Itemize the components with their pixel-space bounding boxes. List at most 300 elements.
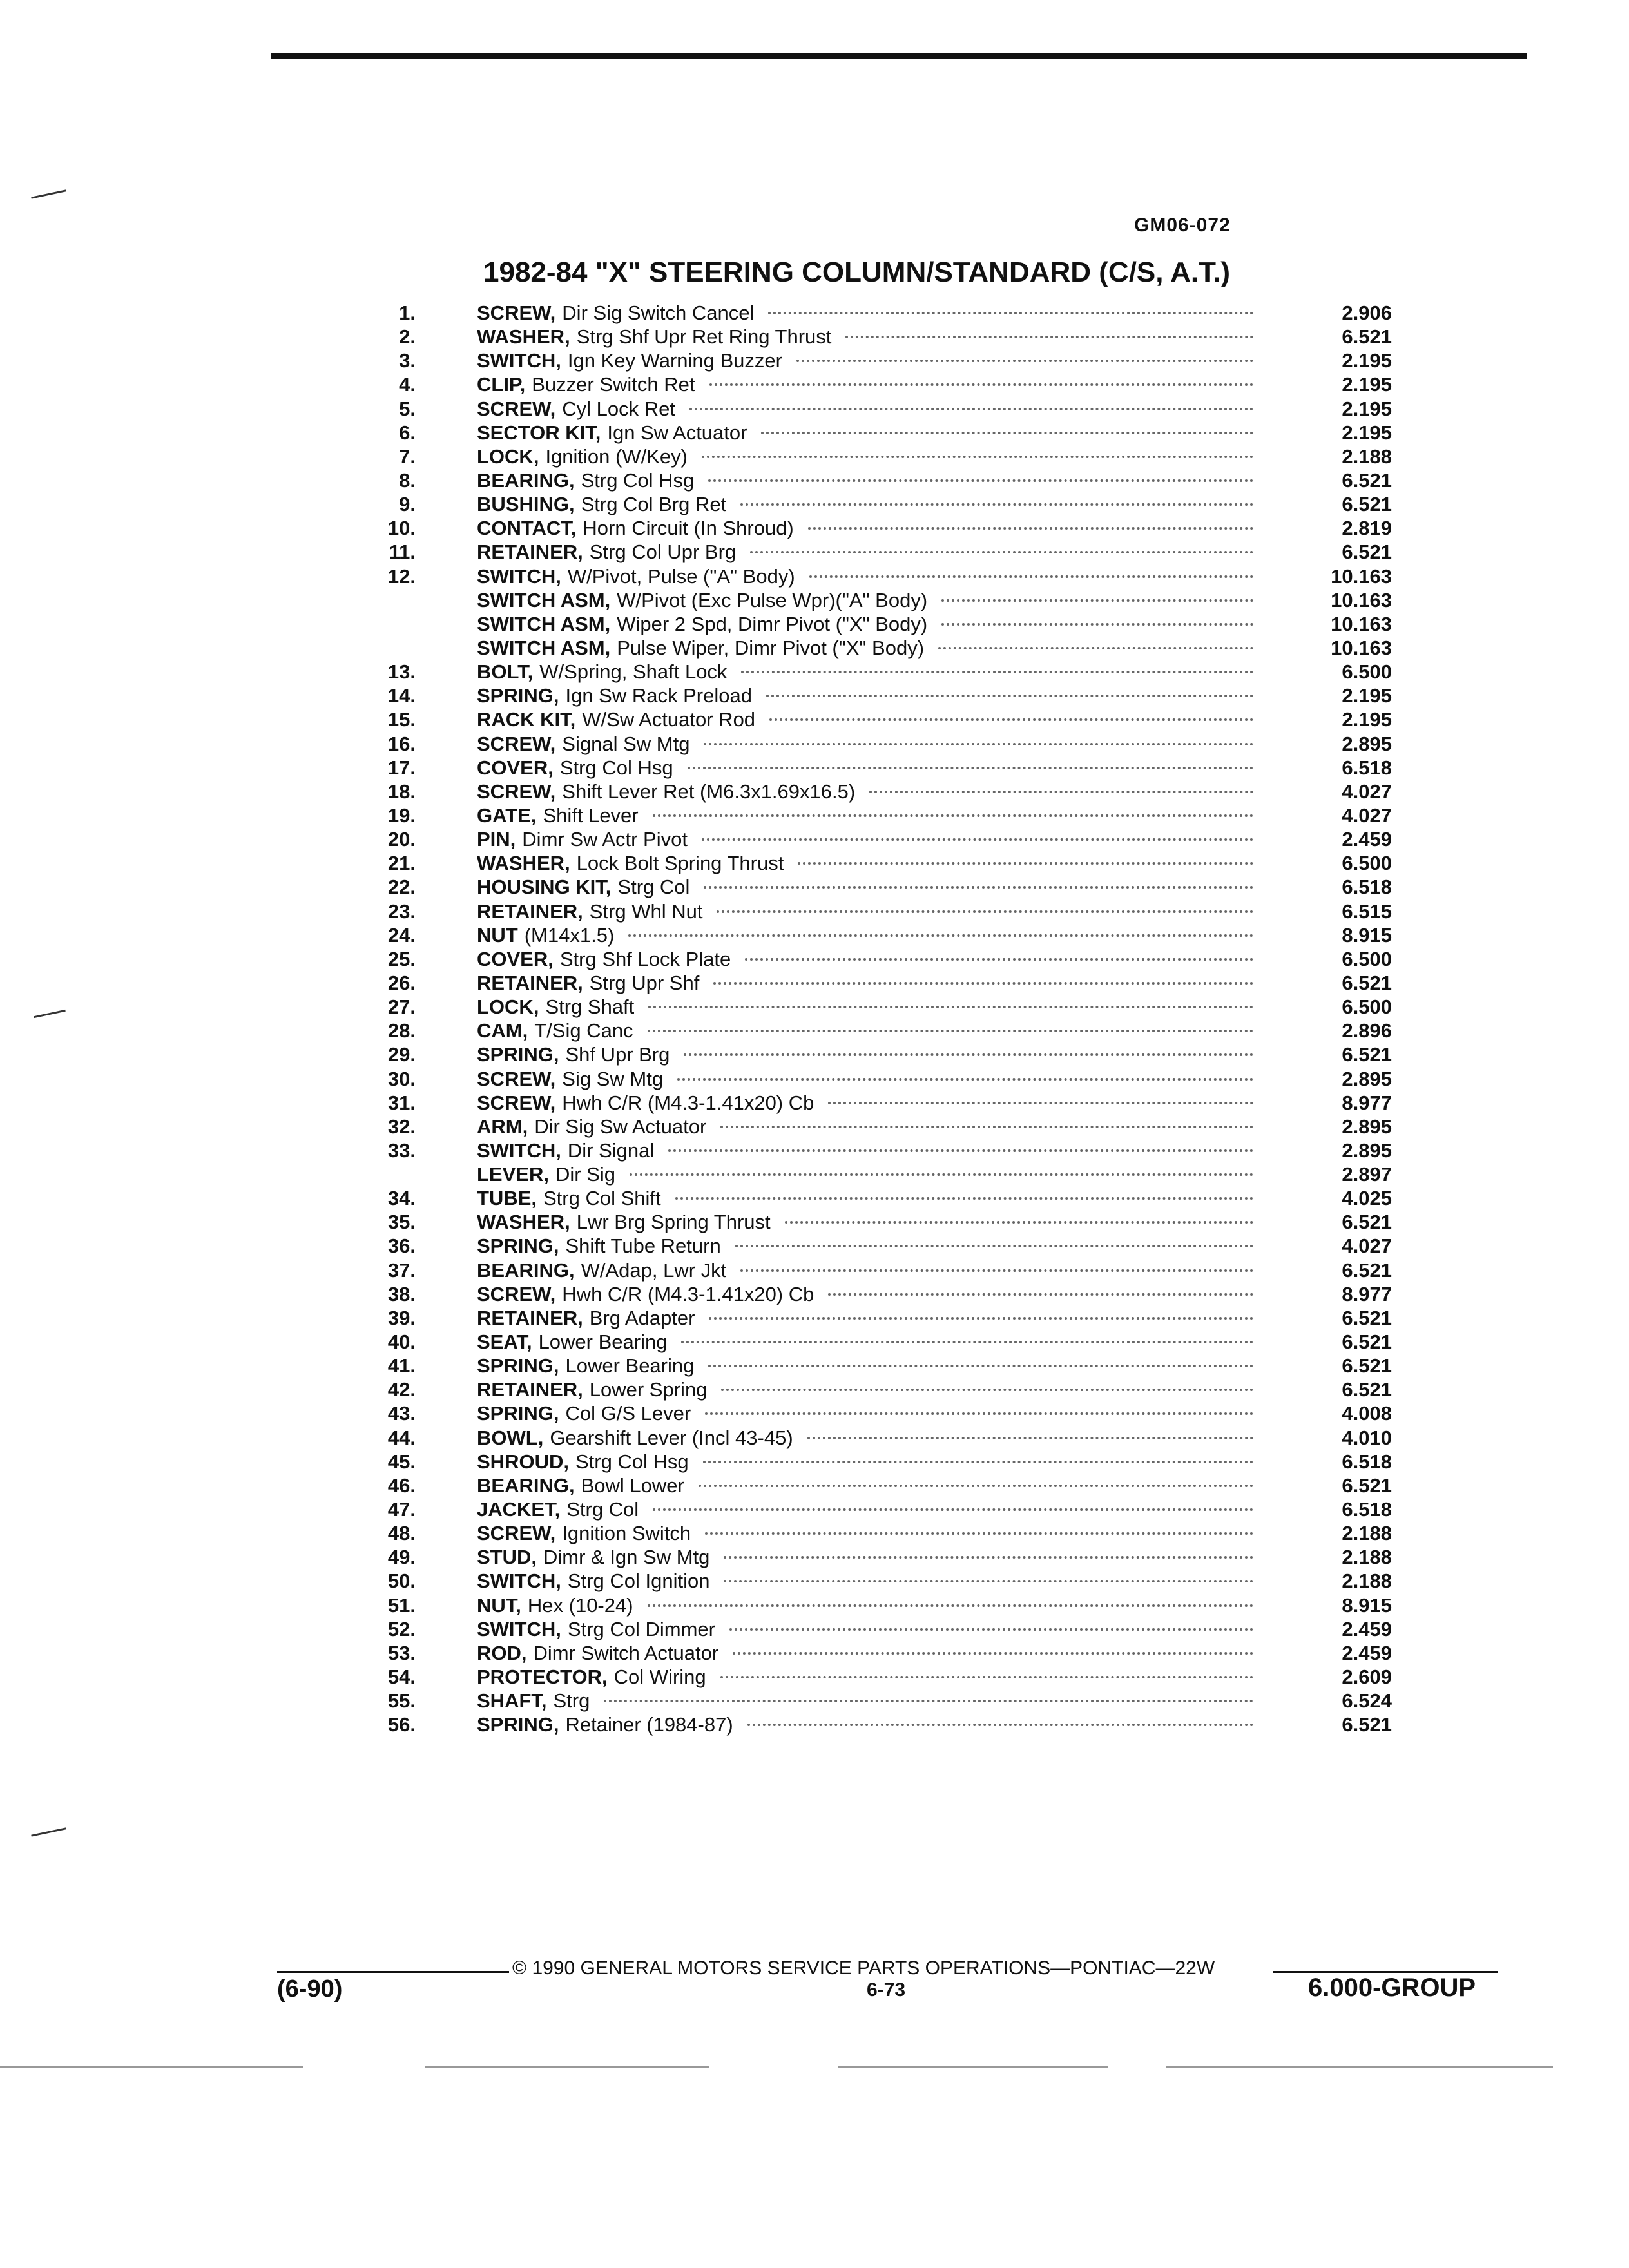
part-number: 49. xyxy=(387,1546,416,1569)
group-code: 4.008 xyxy=(1342,1402,1392,1425)
parts-list xyxy=(361,302,1392,1737)
leader-dots xyxy=(809,575,1253,578)
part-description: Hwh C/R (M4.3-1.41x20) Cb xyxy=(562,1091,815,1114)
part-row xyxy=(361,756,1392,780)
leader-dots xyxy=(785,1221,1253,1224)
part-number: 52. xyxy=(387,1617,416,1640)
leader-dots xyxy=(720,1126,1253,1128)
leader-dots xyxy=(941,623,1253,626)
part-name: SPRING, xyxy=(477,1402,559,1425)
group-code: 2.459 xyxy=(1342,1617,1392,1640)
part-number: 11. xyxy=(389,541,416,564)
part-number: 56. xyxy=(387,1713,416,1736)
leader-dots xyxy=(704,886,1253,889)
part-number: 48. xyxy=(387,1522,416,1545)
part-row xyxy=(361,1283,1392,1307)
part-number: 44. xyxy=(387,1426,416,1449)
part-number: 43. xyxy=(387,1402,416,1425)
part-number: 39. xyxy=(387,1306,416,1329)
part-name: LOCK, xyxy=(477,995,539,1019)
part-name: RETAINER, xyxy=(477,899,583,923)
part-description: Brg Adapter xyxy=(589,1306,695,1329)
part-name: SCREW, xyxy=(477,780,556,803)
leader-dots xyxy=(689,408,1253,410)
group-code: 2.609 xyxy=(1342,1666,1392,1689)
part-description: Ign Key Warning Buzzer xyxy=(567,349,782,372)
group-code: 2.188 xyxy=(1342,1570,1392,1593)
part-number: 35. xyxy=(387,1211,416,1234)
leader-dots xyxy=(724,1556,1253,1559)
part-name: RACK KIT, xyxy=(477,708,576,731)
part-row xyxy=(361,780,1392,804)
group-code: 6.521 xyxy=(1342,1474,1392,1497)
group-code: 8.915 xyxy=(1342,1593,1392,1617)
part-row xyxy=(361,660,1392,684)
part-description: Shift Lever Ret (M6.3x1.69x16.5) xyxy=(562,780,856,803)
part-row xyxy=(361,325,1392,349)
group-code: 6.518 xyxy=(1342,1498,1392,1521)
part-name: SECTOR KIT, xyxy=(477,421,601,444)
part-description: Shift Lever xyxy=(543,803,639,827)
part-description: W/Pivot (Exc Pulse Wpr)("A" Body) xyxy=(617,588,928,611)
part-row xyxy=(361,517,1392,541)
group-code: 6.521 xyxy=(1342,1378,1392,1401)
part-description: Ignition (W/Key) xyxy=(545,445,688,468)
group-code: 2.188 xyxy=(1342,445,1392,468)
leader-dots xyxy=(938,647,1253,649)
group-code: 6.515 xyxy=(1342,899,1392,923)
part-row xyxy=(361,1139,1392,1163)
group-code: 2.459 xyxy=(1342,1641,1392,1664)
leader-dots xyxy=(798,862,1253,865)
part-description: Dimr & Ign Sw Mtg xyxy=(543,1546,710,1569)
group-code: 4.027 xyxy=(1342,1235,1392,1258)
part-name: SPRING, xyxy=(477,1043,559,1066)
part-description: Bowl Lower xyxy=(581,1474,684,1497)
part-row xyxy=(361,852,1392,876)
part-row xyxy=(361,421,1392,445)
group-code: 6.521 xyxy=(1342,1258,1392,1282)
part-name: WASHER, xyxy=(477,852,570,875)
group-code: 2.195 xyxy=(1342,684,1392,707)
part-row xyxy=(361,1331,1392,1354)
leader-dots xyxy=(688,767,1253,769)
part-description: Col Wiring xyxy=(613,1666,706,1689)
part-row xyxy=(361,948,1392,972)
group-code: 6.500 xyxy=(1342,995,1392,1019)
part-description: Strg Col Hsg xyxy=(575,1450,689,1473)
part-row xyxy=(361,1594,1392,1618)
group-code: 6.521 xyxy=(1342,468,1392,492)
part-number: 2. xyxy=(399,325,416,349)
part-row xyxy=(361,1019,1392,1043)
part-row xyxy=(361,565,1392,589)
part-number: 27. xyxy=(387,995,416,1019)
leader-dots xyxy=(713,982,1253,985)
part-row xyxy=(361,1666,1392,1689)
leader-dots xyxy=(708,1365,1253,1367)
group-code: 4.010 xyxy=(1342,1426,1392,1449)
part-row xyxy=(361,445,1392,469)
part-row xyxy=(361,1427,1392,1450)
group-code: 2.188 xyxy=(1342,1522,1392,1545)
group-code: 6.521 xyxy=(1342,493,1392,516)
part-description: Sig Sw Mtg xyxy=(562,1067,664,1090)
leader-dots xyxy=(808,527,1253,530)
part-name: CAM, xyxy=(477,1019,528,1043)
part-description: Lock Bolt Spring Thrust xyxy=(576,852,784,875)
part-description: Hex (10-24) xyxy=(527,1593,633,1617)
part-name: SPRING, xyxy=(477,1354,559,1378)
part-number: 40. xyxy=(387,1331,416,1354)
part-name: SPRING, xyxy=(477,1235,559,1258)
part-number: 18. xyxy=(387,780,416,803)
part-description: W/Adap, Lwr Jkt xyxy=(581,1258,727,1282)
part-name: ROD, xyxy=(477,1641,527,1664)
part-number: 26. xyxy=(387,971,416,994)
part-number: 38. xyxy=(387,1282,416,1305)
part-name: RETAINER, xyxy=(477,1306,583,1329)
leader-dots xyxy=(807,1437,1253,1439)
part-description: Dir Sig Switch Cancel xyxy=(562,302,755,324)
leader-dots xyxy=(828,1102,1253,1104)
group-code: 6.500 xyxy=(1342,852,1392,875)
group-code: 6.521 xyxy=(1342,1331,1392,1354)
part-name: JACKET, xyxy=(477,1498,561,1521)
part-number: 5. xyxy=(399,397,416,420)
group-code: 2.896 xyxy=(1342,1019,1392,1043)
bottom-rule xyxy=(425,2066,709,2068)
part-row xyxy=(361,1402,1392,1426)
part-name: TUBE, xyxy=(477,1187,537,1210)
part-row xyxy=(361,1450,1392,1474)
leader-dots xyxy=(703,1461,1253,1463)
bottom-rule xyxy=(838,2066,1108,2068)
part-description: Strg Upr Shf xyxy=(589,971,700,994)
part-number: 51. xyxy=(387,1593,416,1617)
part-row xyxy=(361,876,1392,899)
part-number: 41. xyxy=(387,1354,416,1378)
group-code: 2.895 xyxy=(1342,1139,1392,1162)
part-name: COVER, xyxy=(477,947,554,970)
leader-dots xyxy=(648,1006,1253,1008)
leader-dots xyxy=(741,671,1253,673)
part-description: Strg Col Hsg xyxy=(581,468,695,492)
part-description: Wiper 2 Spd, Dimr Pivot ("X" Body) xyxy=(617,612,928,635)
part-name: ARM, xyxy=(477,1115,528,1138)
top-rule xyxy=(271,53,1527,59)
part-name: SWITCH ASM, xyxy=(477,612,611,635)
page-number: 6-73 xyxy=(867,1979,906,2001)
part-name: RETAINER, xyxy=(477,971,583,994)
part-row xyxy=(361,302,1392,325)
part-row xyxy=(361,1068,1392,1091)
leader-dots xyxy=(630,1173,1253,1176)
part-description: Dir Signal xyxy=(567,1139,655,1162)
group-code: 6.518 xyxy=(1342,1450,1392,1473)
group-code: 6.518 xyxy=(1342,756,1392,779)
part-number: 7. xyxy=(399,445,416,468)
footer-rule xyxy=(1273,1971,1498,1973)
part-name: SCREW, xyxy=(477,397,556,420)
part-description: Strg Shf Lock Plate xyxy=(559,947,731,970)
part-description: Dir Sig xyxy=(555,1163,615,1186)
group-code: 2.895 xyxy=(1342,1067,1392,1090)
part-name: SCREW, xyxy=(477,1522,556,1545)
group-code: 6.521 xyxy=(1342,1211,1392,1234)
part-number: 20. xyxy=(387,828,416,851)
group-code: 2.895 xyxy=(1342,1115,1392,1138)
group-code: 6.524 xyxy=(1342,1689,1392,1713)
part-row xyxy=(361,900,1392,924)
part-description: Strg Col Dimmer xyxy=(567,1617,715,1640)
group-code: 6.521 xyxy=(1342,541,1392,564)
part-number: 4. xyxy=(399,373,416,396)
part-description: Hwh C/R (M4.3-1.41x20) Cb xyxy=(562,1282,815,1305)
part-name: BEARING, xyxy=(477,1474,575,1497)
leader-dots xyxy=(702,838,1253,841)
leader-dots xyxy=(702,456,1253,458)
page-title: 1982-84 "X" STEERING COLUMN/STANDARD (C/S, A.T.) xyxy=(483,256,1230,288)
leader-dots xyxy=(828,1293,1253,1296)
leader-dots xyxy=(720,1676,1253,1678)
leader-dots xyxy=(745,958,1253,961)
part-name: BUSHING, xyxy=(477,493,575,516)
part-number: 36. xyxy=(387,1235,416,1258)
part-name: STUD, xyxy=(477,1546,537,1569)
part-number: 8. xyxy=(399,468,416,492)
part-row xyxy=(361,1187,1392,1211)
bottom-rule xyxy=(1166,2066,1553,2068)
leader-dots xyxy=(709,1317,1253,1320)
part-number: 42. xyxy=(387,1378,416,1401)
part-row xyxy=(361,1115,1392,1139)
part-row xyxy=(361,637,1392,660)
part-description: W/Spring, Shaft Lock xyxy=(539,660,728,684)
leader-dots xyxy=(733,1652,1253,1655)
part-row xyxy=(361,1642,1392,1666)
part-row xyxy=(361,373,1392,397)
part-row xyxy=(361,493,1392,517)
part-number: 22. xyxy=(387,876,416,899)
part-description: Dimr Switch Actuator xyxy=(533,1641,719,1664)
part-description: Lwr Brg Spring Thrust xyxy=(576,1211,771,1234)
part-row xyxy=(361,1474,1392,1498)
part-description: Lower Bearing xyxy=(538,1331,668,1354)
group-code: 8.977 xyxy=(1342,1282,1392,1305)
part-description: Buzzer Switch Ret xyxy=(532,373,695,396)
part-name: SHAFT, xyxy=(477,1689,547,1713)
part-name: GATE, xyxy=(477,803,537,827)
part-description: Ign Sw Actuator xyxy=(607,421,747,444)
group-code: 8.915 xyxy=(1342,923,1392,947)
group-code: 10.163 xyxy=(1331,612,1392,635)
part-name: NUT, xyxy=(477,1593,521,1617)
part-description: T/Sig Canc xyxy=(534,1019,633,1043)
part-description: Strg Col Brg Ret xyxy=(581,493,727,516)
part-number: 32. xyxy=(387,1115,416,1138)
leader-dots xyxy=(675,1197,1253,1200)
footer-copyright: © 1990 GENERAL MOTORS SERVICE PARTS OPERATIONS—PONTIAC—22W xyxy=(512,1957,1215,1979)
leader-dots xyxy=(677,1078,1253,1081)
part-name: PIN, xyxy=(477,828,516,851)
part-name: SWITCH ASM, xyxy=(477,588,611,611)
group-code: 10.163 xyxy=(1331,636,1392,659)
part-number: 23. xyxy=(387,899,416,923)
group-code: 10.163 xyxy=(1331,588,1392,611)
leader-dots xyxy=(648,1604,1253,1607)
part-description: Shf Upr Brg xyxy=(565,1043,670,1066)
leader-dots xyxy=(729,1628,1253,1631)
part-description: Col G/S Lever xyxy=(565,1402,691,1425)
part-row xyxy=(361,469,1392,493)
footer-rule xyxy=(277,1971,509,1973)
part-name: WASHER, xyxy=(477,325,570,349)
leader-dots xyxy=(653,1508,1253,1511)
part-number: 50. xyxy=(387,1570,416,1593)
part-name: COVER, xyxy=(477,756,554,779)
leader-dots xyxy=(845,336,1253,338)
part-name: CLIP, xyxy=(477,373,526,396)
part-description: Strg Whl Nut xyxy=(589,899,703,923)
part-number: 13. xyxy=(387,660,416,684)
part-name: SWITCH, xyxy=(477,564,561,588)
part-number: 10. xyxy=(387,517,416,540)
part-number: 31. xyxy=(387,1091,416,1114)
group-code: 6.521 xyxy=(1342,1306,1392,1329)
part-number: 34. xyxy=(387,1187,416,1210)
part-description: Dir Sig Sw Actuator xyxy=(534,1115,707,1138)
part-row xyxy=(361,733,1392,756)
part-name: SWITCH ASM, xyxy=(477,636,611,659)
leader-dots xyxy=(604,1700,1253,1702)
part-row xyxy=(361,1498,1392,1522)
footer-date: (6-90) xyxy=(277,1975,343,2003)
leader-dots xyxy=(735,1245,1253,1247)
part-number: 28. xyxy=(387,1019,416,1043)
footer-group: 6.000-GROUP xyxy=(1308,1974,1476,2002)
part-row xyxy=(361,708,1392,732)
part-name: SCREW, xyxy=(477,302,556,324)
part-number: 21. xyxy=(387,852,416,875)
leader-dots xyxy=(869,791,1253,793)
part-name: HOUSING KIT, xyxy=(477,876,612,899)
part-row xyxy=(361,924,1392,948)
leader-dots xyxy=(740,503,1253,506)
part-name: LOCK, xyxy=(477,445,539,468)
part-description: Cyl Lock Ret xyxy=(562,397,676,420)
part-row xyxy=(361,589,1392,613)
part-description: Strg Col Hsg xyxy=(559,756,673,779)
part-row xyxy=(361,1354,1392,1378)
leader-dots xyxy=(628,934,1253,937)
part-name: SWITCH, xyxy=(477,1570,561,1593)
part-number: 25. xyxy=(387,947,416,970)
part-number: 16. xyxy=(387,732,416,755)
part-row xyxy=(361,541,1392,564)
part-row xyxy=(361,1091,1392,1115)
group-code: 2.906 xyxy=(1342,302,1392,324)
part-description: Gearshift Lever (Incl 43-45) xyxy=(550,1426,793,1449)
group-code: 2.897 xyxy=(1342,1163,1392,1186)
part-row xyxy=(361,1259,1392,1283)
part-description: Strg xyxy=(553,1689,590,1713)
group-code: 6.518 xyxy=(1342,876,1392,899)
part-row xyxy=(361,1522,1392,1546)
part-row xyxy=(361,828,1392,852)
group-code: 2.188 xyxy=(1342,1546,1392,1569)
part-description: Strg Col Ignition xyxy=(567,1570,710,1593)
part-row xyxy=(361,1689,1392,1713)
part-name: SWITCH, xyxy=(477,349,561,372)
part-description: Strg Col xyxy=(617,876,690,899)
part-number: 24. xyxy=(387,923,416,947)
part-row xyxy=(361,1618,1392,1642)
group-code: 6.500 xyxy=(1342,947,1392,970)
part-row xyxy=(361,613,1392,637)
part-name: RETAINER, xyxy=(477,1378,583,1401)
leader-dots xyxy=(699,1485,1253,1487)
leader-dots xyxy=(796,360,1253,362)
part-description: Ign Sw Rack Preload xyxy=(565,684,752,707)
leader-dots xyxy=(750,551,1253,553)
group-code: 6.521 xyxy=(1342,971,1392,994)
leader-dots xyxy=(668,1149,1253,1152)
part-description: Ignition Switch xyxy=(562,1522,691,1545)
part-name: SCREW, xyxy=(477,732,556,755)
part-number: 46. xyxy=(387,1474,416,1497)
leader-dots xyxy=(709,383,1254,386)
group-code: 2.819 xyxy=(1342,517,1392,540)
part-name: WASHER, xyxy=(477,1211,570,1234)
leader-dots xyxy=(761,432,1253,434)
group-code: 6.521 xyxy=(1342,1043,1392,1066)
group-code: 4.025 xyxy=(1342,1187,1392,1210)
part-description: Strg Col Shift xyxy=(543,1187,661,1210)
margin-mark xyxy=(31,189,66,198)
part-name: RETAINER, xyxy=(477,541,583,564)
leader-dots xyxy=(768,312,1253,314)
part-name: BEARING, xyxy=(477,1258,575,1282)
part-number: 30. xyxy=(387,1067,416,1090)
part-description: (M14x1.5) xyxy=(524,923,615,947)
part-name: SCREW, xyxy=(477,1091,556,1114)
part-name: SEAT, xyxy=(477,1331,532,1354)
leader-dots xyxy=(941,599,1253,602)
group-code: 6.500 xyxy=(1342,660,1392,684)
part-number: 55. xyxy=(387,1689,416,1713)
part-name: PROTECTOR, xyxy=(477,1666,608,1689)
part-number: 19. xyxy=(387,803,416,827)
part-name: BOWL, xyxy=(477,1426,544,1449)
group-code: 2.459 xyxy=(1342,828,1392,851)
leader-dots xyxy=(681,1341,1253,1343)
part-description: Lower Spring xyxy=(589,1378,708,1401)
part-number: 29. xyxy=(387,1043,416,1066)
leader-dots xyxy=(740,1269,1253,1272)
group-code: 2.195 xyxy=(1342,349,1392,372)
part-number: 14. xyxy=(387,684,416,707)
group-code: 2.195 xyxy=(1342,397,1392,420)
part-name: CONTACT, xyxy=(477,517,577,540)
part-number: 45. xyxy=(387,1450,416,1473)
part-number: 3. xyxy=(399,349,416,372)
bottom-rule xyxy=(0,2066,303,2068)
group-code: 10.163 xyxy=(1331,564,1392,588)
part-name: BOLT, xyxy=(477,660,534,684)
group-code: 2.195 xyxy=(1342,421,1392,444)
leader-dots xyxy=(648,1030,1253,1032)
